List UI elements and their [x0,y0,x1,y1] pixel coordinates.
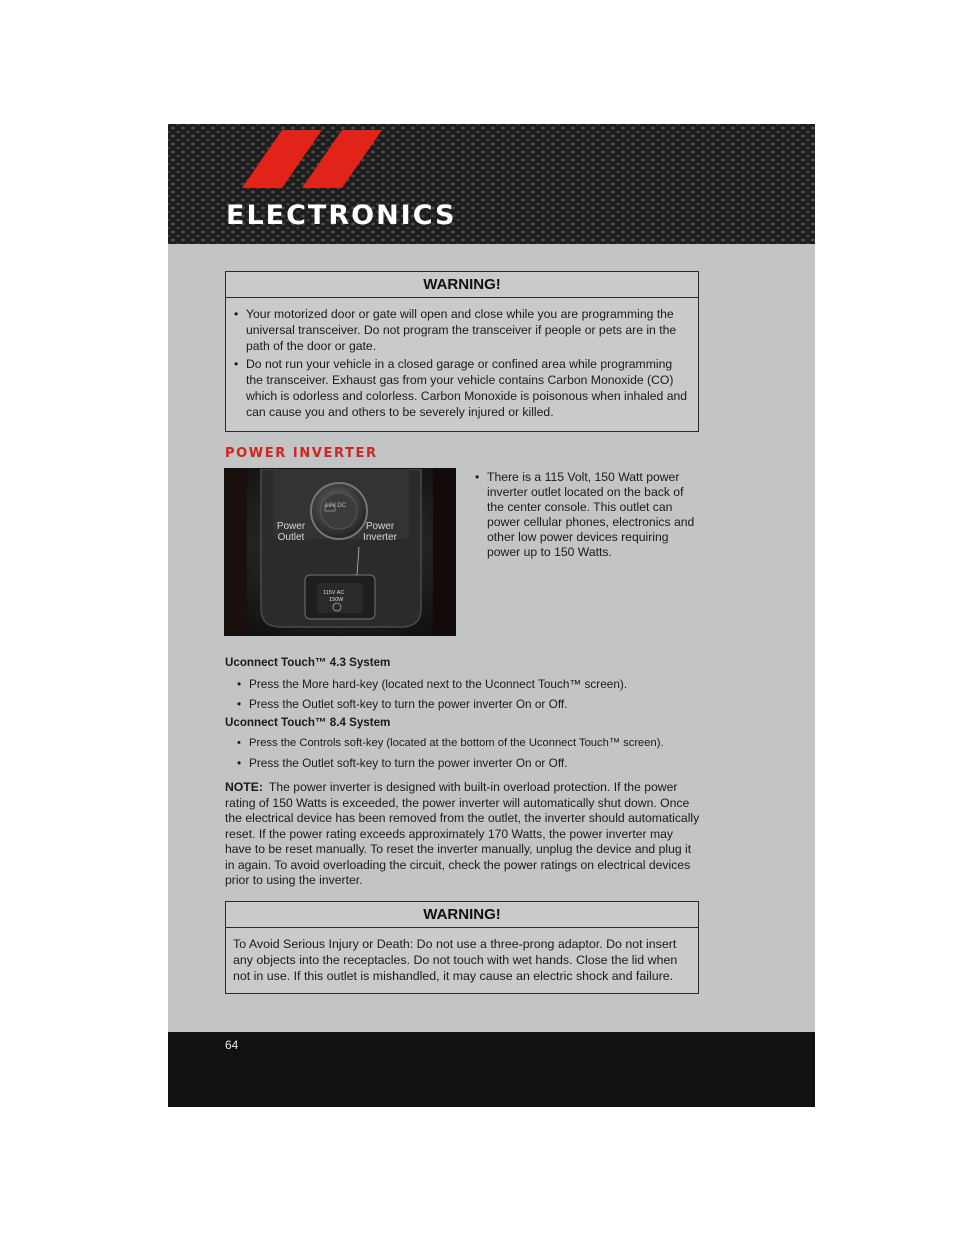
warning-box-programming [225,271,699,432]
ac-outlet-marking: 115V AC [323,590,345,596]
page-footer [168,1032,815,1107]
warning-bullet: • Do not run your vehicle in a closed garage or confined area while programming the transceiver. Exhaust gas from your vehicle contains Carbon Monoxide (CO) which is odorless and colorless. Carbon Monoxide is poisonous when inhaled and can cause you and others to be severely injured or killed. [232,356,689,420]
uconnect-43-step: • Press the More hard-key (located next to the Uconnect Touch™ screen). [237,677,628,691]
watt-marking: 150W [329,597,344,603]
warning-box-outlet [225,901,699,994]
uconnect-43-heading: Uconnect Touch™ 4.3 System [225,656,391,669]
warning-text: To Avoid Serious Injury or Death: Do not use a three-prong adaptor. Do not insert any objects into the receptacles. Do not touch with wet hands. Close the lid when not in use. If this outlet is mishandled, it may cause an electric shock and failure. [233,937,678,983]
brand-stripes-logo [242,130,384,188]
warning-title: WARNING! [226,272,698,298]
section-header [168,124,815,244]
console-illustration [225,469,455,635]
section-title: ELECTRONICS [226,200,457,231]
power-inverter-heading: POWER INVERTER [225,446,378,461]
warning-body [226,298,698,431]
power-inverter-label: Power Inverter [363,521,397,543]
note-label: NOTE: [225,780,263,794]
power-outlet-label: Power Outlet [276,521,306,543]
uconnect-84-heading: Uconnect Touch™ 8.4 System [225,716,391,729]
uconnect-84-step: • Press the Outlet soft-key to turn the power inverter On or Off. [237,756,568,770]
uconnect-84-step: • Press the Controls soft-key (located at the bottom of the Uconnect Touch™ screen). [237,737,664,749]
uconnect-43-step: • Press the Outlet soft-key to turn the power inverter On or Off. [237,697,568,711]
note-paragraph [225,780,701,889]
inverter-description [473,470,699,560]
note-text: The power inverter is designed with built-in overload protection. If the power rating of 150 Watts is exceeded, the power inverter will automatically shut down. Once the electrical device has been removed from the outlet, the inverter should automatically reset. If the power rating exceeds approximately 170 Watts, the power inverter may have to be reset manually. To reset the inverter manually, unplug the device and plug it in again. To avoid overloading the circuit, check the power ratings on electrical devices prior to using the inverter. [225,780,700,887]
page-number: 64 [225,1038,239,1052]
inverter-description-bullet: • There is a 115 Volt, 150 Watt power inverter outlet located on the back of the center console. This outlet can power cellular phones, electronics and other low power devices requiring power up to 150 Watts. [473,470,699,560]
dc-outlet-marking: 12V DC [325,503,347,509]
warning-body [226,928,698,993]
warning-title: WARNING! [226,902,698,928]
power-inverter-photo [224,468,456,636]
manual-page [168,124,815,1107]
warning-bullet: • Your motorized door or gate will open and close while you are programming the universal transceiver. Do not program the transceiver if people or pets are in the path of the door or gate. [232,306,689,354]
